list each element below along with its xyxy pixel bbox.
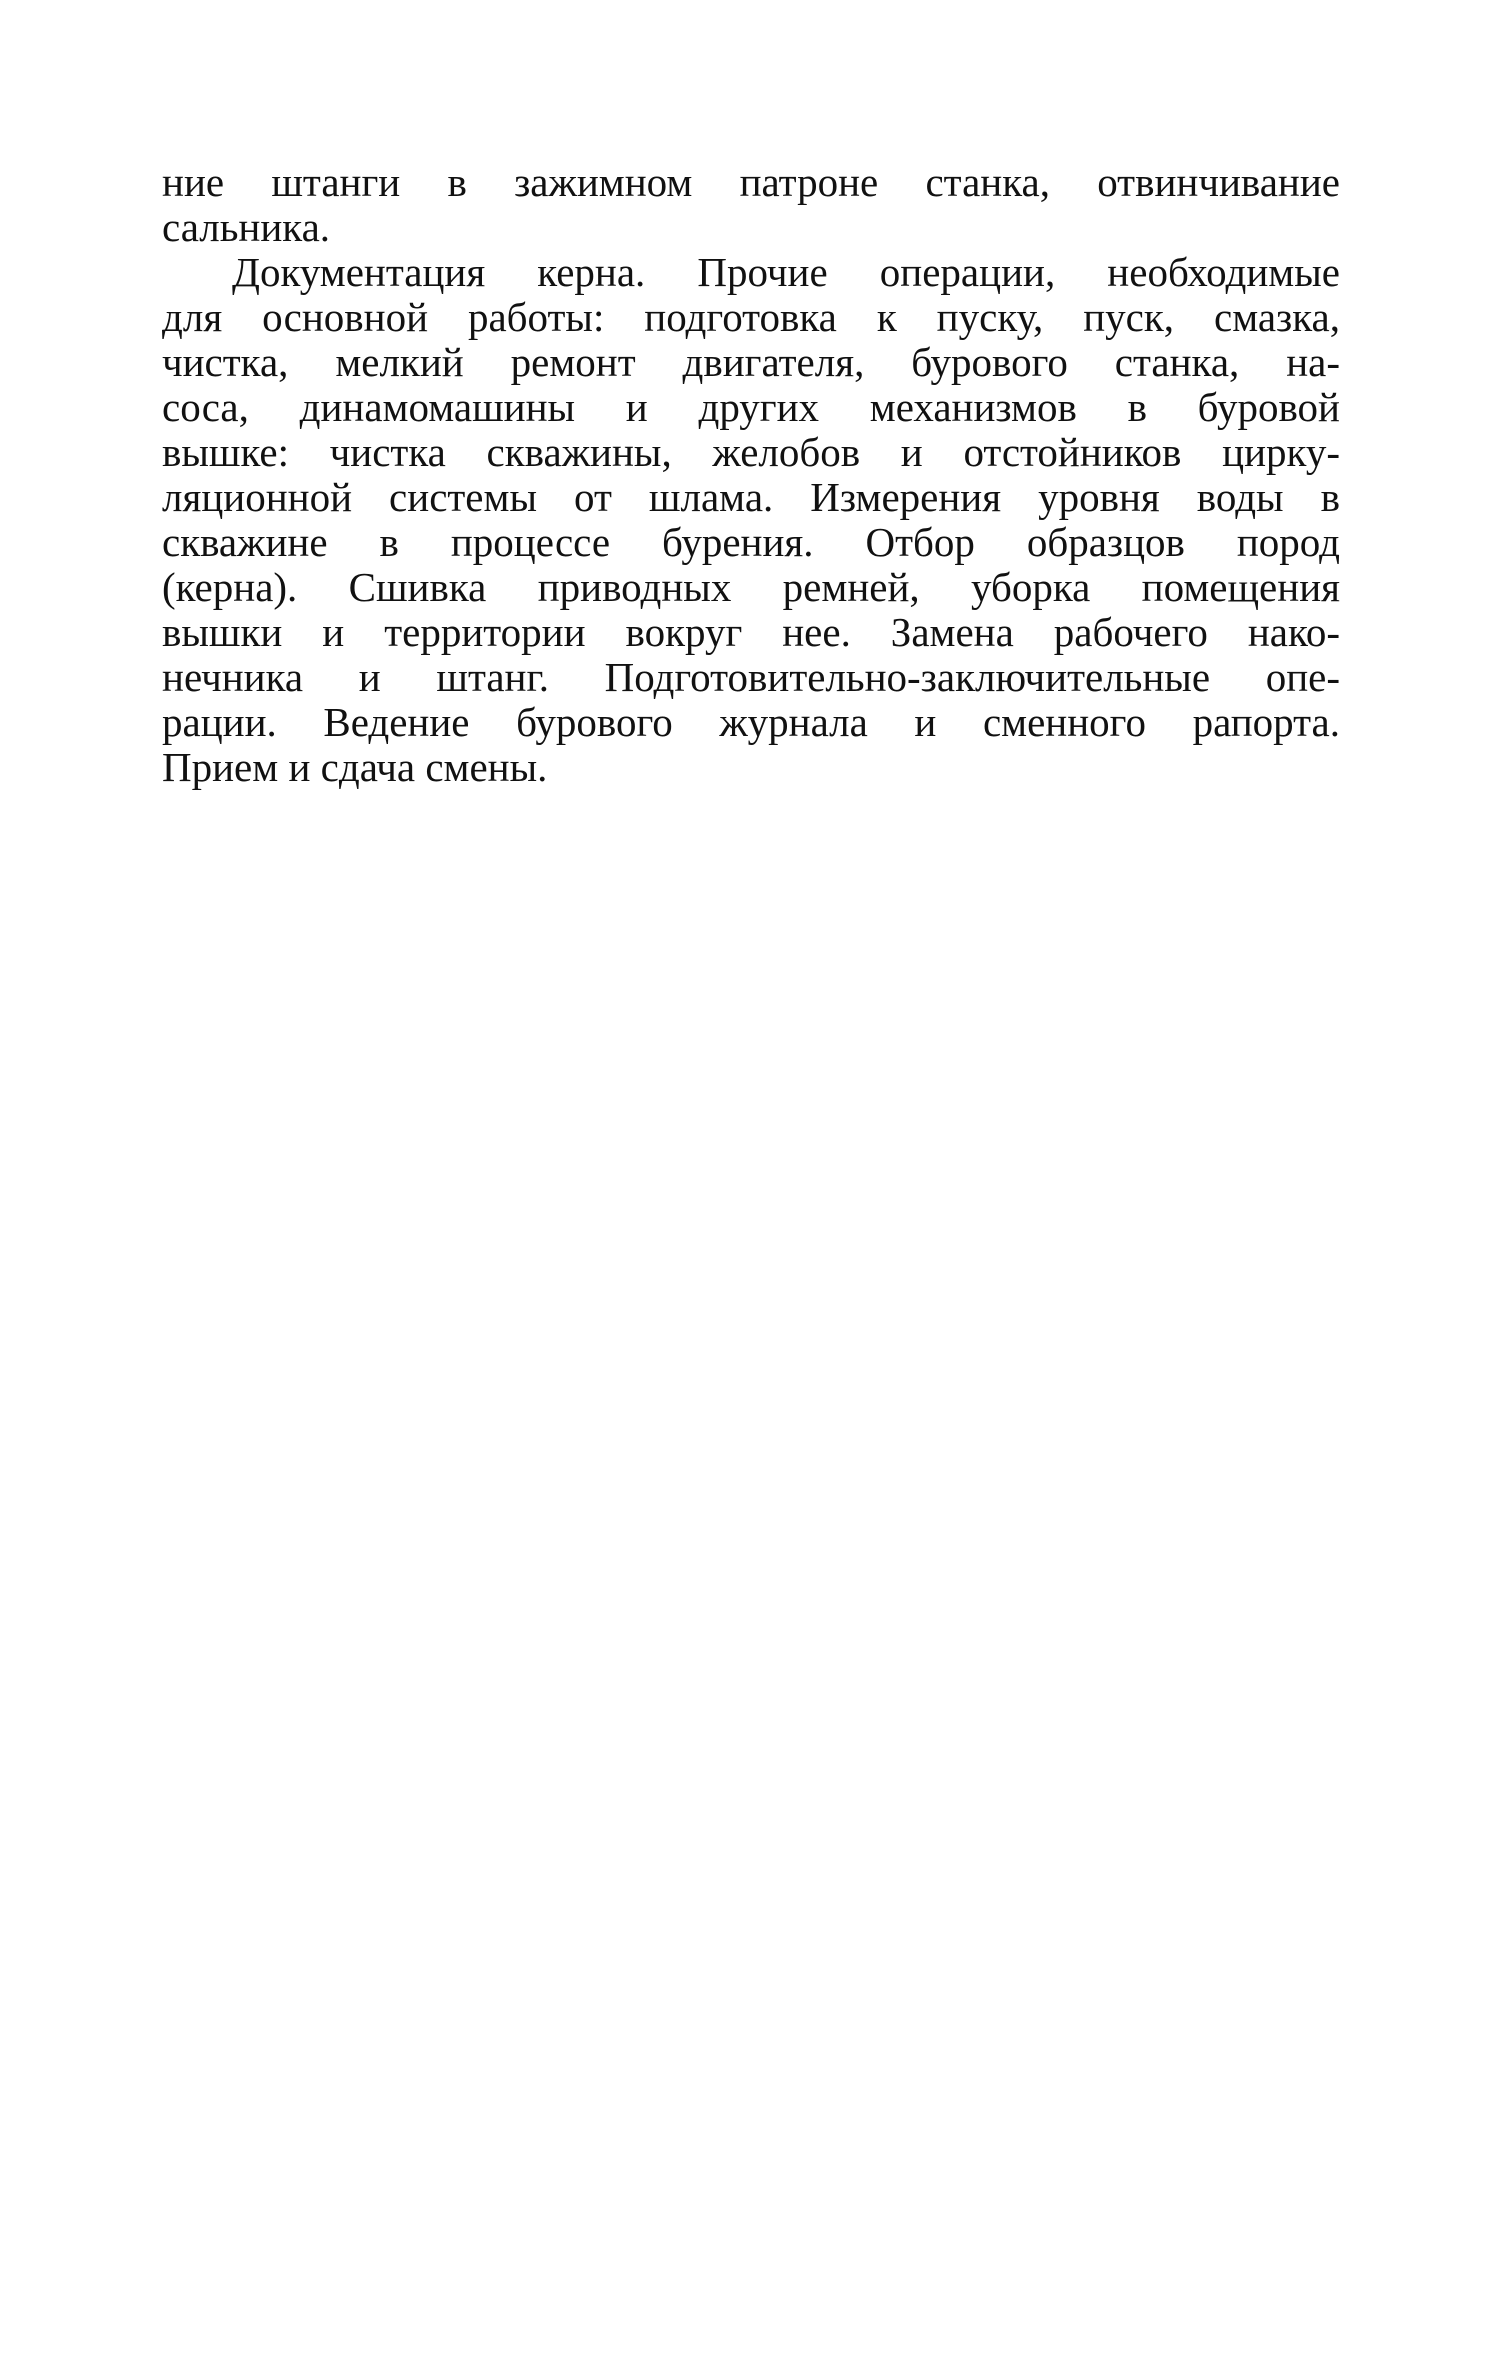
text-line: рации. Ведение бурового журнала и сменного рапорта. [162, 699, 1340, 745]
text-line: нечника и штанг. Подготовительно-заключительные опе- [162, 654, 1340, 700]
text-line: вышке: чистка скважины, желобов и отстойников цирку- [162, 429, 1340, 475]
text-line: чистка, мелкий ремонт двигателя, бурового станка, на- [162, 339, 1340, 385]
text-line: для основной работы: подготовка к пуску, пуск, смазка, [162, 294, 1340, 340]
text-line: (керна). Сшивка приводных ремней, уборка помещения [162, 564, 1340, 610]
text-line: скважине в процессе бурения. Отбор образцов пород [162, 519, 1340, 565]
text-line: ляционной системы от шлама. Измерения уровня воды в [162, 474, 1340, 520]
text-line: ние штанги в зажимном патроне станка, отвинчивание [162, 159, 1340, 205]
text-line: Прием и сдача смены. [162, 744, 548, 790]
paragraph-1 [162, 160, 1340, 250]
text-line: соса, динамомашины и других механизмов в буровой [162, 384, 1340, 430]
text-line: Документация керна. Прочие операции, необходимые [232, 249, 1340, 295]
paragraph-2 [162, 250, 1340, 790]
text-line: вышки и территории вокруг нее. Замена рабочего нако- [162, 609, 1340, 655]
page-text [162, 160, 1340, 790]
text-line: сальника. [162, 204, 331, 250]
